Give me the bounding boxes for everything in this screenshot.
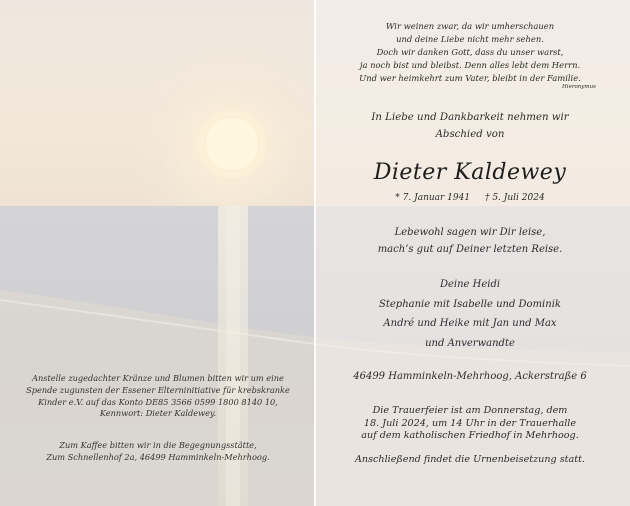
birth-date: * 7. Januar 1941 [395,193,471,203]
donation-request [18,373,298,420]
farewell-line: Lebewohl sagen wir Dir leise, [394,227,546,238]
donation-line: Anstelle zugedachter Kränze und Blumen bitten wir um eine [32,373,284,383]
intro-text [330,109,610,143]
mourner: und Anverwandte [425,337,515,349]
donation-line: Kinder e.V. auf das Konto DE85 3566 0599 1800 8140 10, [38,396,278,407]
urn-burial-note: Anschließend findet die Urnenbeisetzung statt. [354,454,585,465]
family-address: 46499 Hamminkeln-Mehrhoog, Ackerstraße 6 [353,371,587,382]
farewell-line: mach’s gut auf Deiner letzten Reise. [377,243,563,255]
fold-divider [314,0,316,506]
life-dates [330,192,610,204]
farewell-verse [330,225,610,258]
deceased-name: Dieter Kaldewey [373,160,567,185]
poem-line: Und wer heimkehrt zum Vater, bleibt in der Familie. [359,73,581,83]
donation-line: Kennwort: Dieter Kaldewey. [99,408,217,419]
poem-source: Hieronymus [562,84,596,90]
poem-line: Doch wir danken Gott, dass du unser warst, [376,47,564,57]
intro-line: In Liebe und Dankbarkeit nehmen wir [371,112,569,123]
poem-line: und deine Liebe nicht mehr sehen. [396,34,544,44]
service-line: auf dem katholischen Friedhof in Mehrhoog. [361,430,579,442]
coffee-line: Zum Schnellenhof 2a, 46499 Hamminkeln-Mehrhoog. [46,451,270,462]
funeral-service-info [330,405,610,443]
mourner: Stephanie mit Isabelle und Dominik [379,298,561,310]
intro-line: Abschied von [435,129,505,140]
coffee-invitation [18,440,298,464]
death-date: † 5. Juli 2024 [484,193,545,203]
mourners-list [330,275,610,353]
poem-line: ja noch bist und bleibst. Denn alles lebt dem Herrn. [359,60,581,70]
donation-line: Spende zugunsten der Essener Elterninitiative für krebskranke [26,384,290,395]
coffee-line: Zum Kaffee bitten wir in die Begegnungsstätte, [59,440,257,450]
service-line: 18. Juli 2024, um 14 Uhr in der Trauerhalle [363,417,577,429]
service-line: Die Trauerfeier ist am Donnerstag, dem [372,405,568,416]
poem-line: Wir weinen zwar, da wir umherschauen [385,21,555,31]
poem [330,20,610,90]
mourner: Deine Heidi [439,279,501,290]
mourner: André und Heike mit Jan und Max [383,318,557,329]
